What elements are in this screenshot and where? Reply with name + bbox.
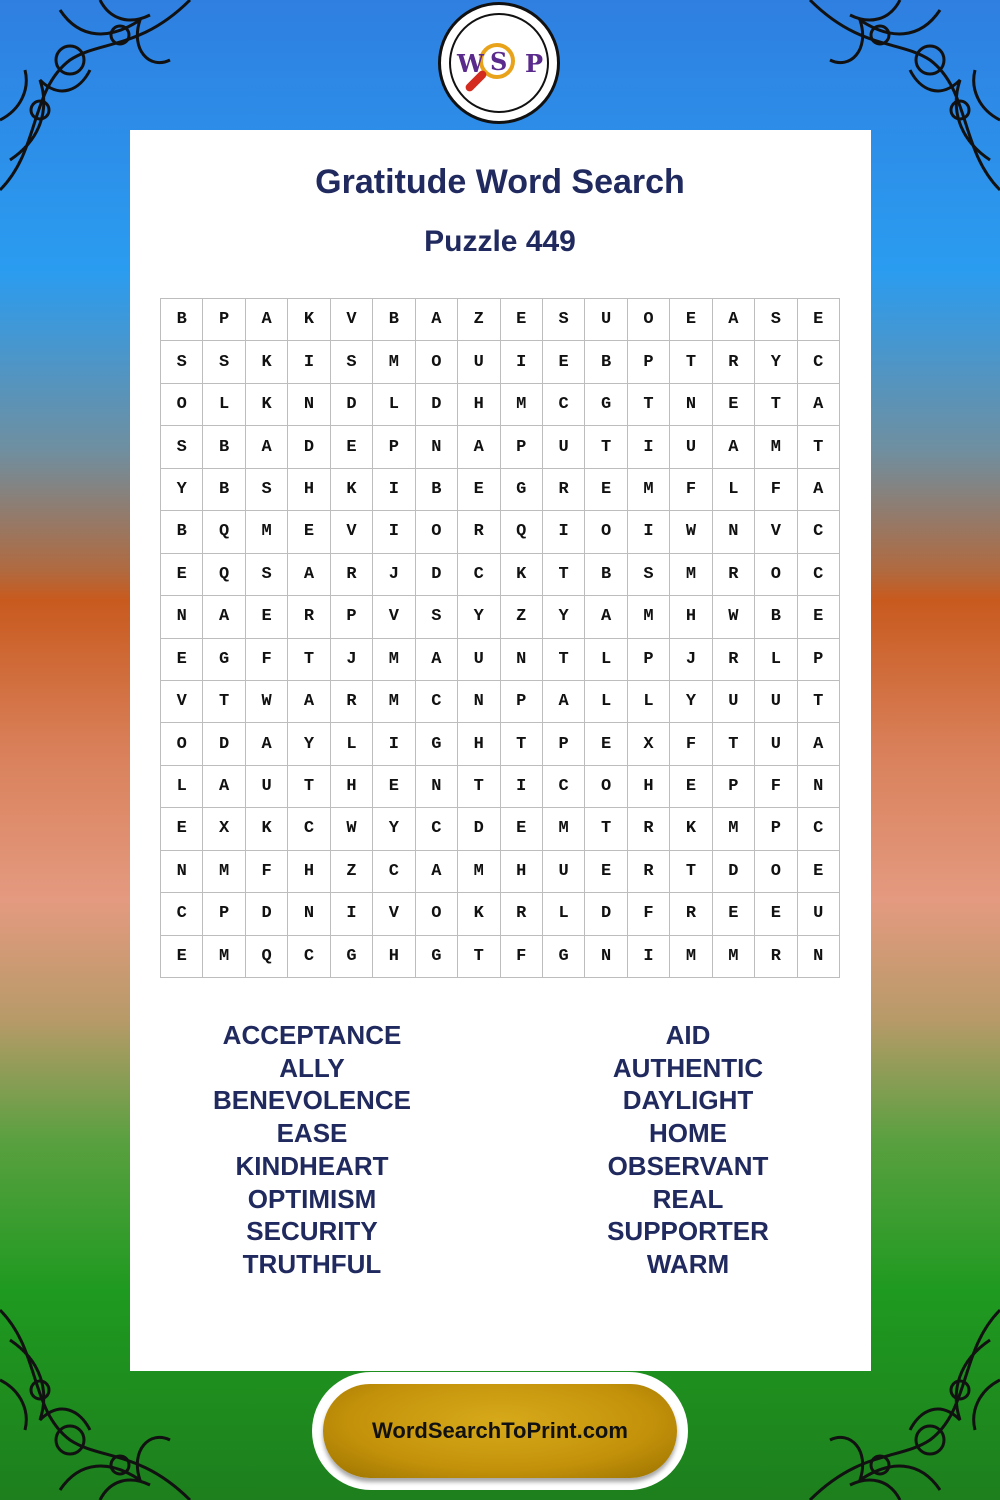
word-list-item: AID (665, 1020, 711, 1050)
grid-cell[interactable]: L (373, 384, 415, 426)
grid-cell[interactable]: O (755, 554, 797, 596)
grid-cell[interactable]: D (288, 426, 330, 468)
grid-cell[interactable]: E (585, 469, 627, 511)
grid-cell[interactable]: H (331, 766, 373, 808)
word-list-item: TRUTHFUL (242, 1248, 382, 1279)
grid-cell[interactable]: A (798, 469, 840, 511)
grid-cell[interactable]: V (373, 893, 415, 935)
grid-cell[interactable]: P (373, 426, 415, 468)
grid-cell[interactable]: T (798, 681, 840, 723)
grid-cell[interactable]: P (203, 299, 245, 341)
grid-cell[interactable]: F (755, 766, 797, 808)
grid-cell[interactable]: B (755, 596, 797, 638)
grid-cell[interactable]: Y (373, 808, 415, 850)
grid-cell[interactable]: A (416, 851, 458, 893)
word-list-item: ALLY (279, 1052, 345, 1083)
grid-cell[interactable]: I (628, 511, 670, 553)
grid-cell[interactable]: U (458, 341, 500, 383)
grid-cell[interactable]: E (458, 469, 500, 511)
grid-cell[interactable]: I (501, 341, 543, 383)
grid-cell[interactable]: A (416, 299, 458, 341)
grid-cell[interactable]: O (755, 851, 797, 893)
grid-cell[interactable]: U (246, 766, 288, 808)
grid-cell[interactable]: Q (203, 554, 245, 596)
grid-cell[interactable]: P (713, 766, 755, 808)
grid-cell[interactable]: G (585, 384, 627, 426)
grid-cell[interactable]: E (713, 384, 755, 426)
grid-cell[interactable]: M (670, 554, 712, 596)
grid-cell[interactable]: T (713, 723, 755, 765)
word-list-item: AUTHENTIC (612, 1052, 764, 1083)
grid-cell[interactable]: E (331, 426, 373, 468)
grid-cell[interactable]: P (203, 893, 245, 935)
grid-cell[interactable]: I (331, 893, 373, 935)
grid-cell[interactable]: H (501, 851, 543, 893)
grid-cell[interactable]: P (798, 639, 840, 681)
grid-cell[interactable]: O (416, 341, 458, 383)
grid-cell[interactable]: N (288, 893, 330, 935)
grid-cell[interactable]: N (501, 639, 543, 681)
grid-cell[interactable]: M (373, 341, 415, 383)
grid-cell[interactable]: A (288, 554, 330, 596)
grid-cell[interactable]: I (373, 469, 415, 511)
grid-cell[interactable]: S (628, 554, 670, 596)
grid-cell[interactable]: N (416, 426, 458, 468)
grid-cell[interactable]: E (798, 596, 840, 638)
word-list-item: BENEVOLENCE (213, 1085, 411, 1116)
grid-cell[interactable]: H (373, 936, 415, 978)
grid-cell[interactable]: C (373, 851, 415, 893)
grid-cell[interactable]: R (331, 554, 373, 596)
grid-cell[interactable]: J (670, 639, 712, 681)
grid-cell[interactable]: K (458, 893, 500, 935)
grid-cell[interactable]: A (713, 299, 755, 341)
word-list-item: HOME (649, 1118, 727, 1149)
grid-cell[interactable]: L (161, 766, 203, 808)
grid-cell[interactable]: E (798, 299, 840, 341)
grid-cell[interactable]: F (246, 851, 288, 893)
grid-cell[interactable]: T (458, 766, 500, 808)
grid-cell[interactable]: E (755, 893, 797, 935)
grid-cell[interactable]: M (373, 681, 415, 723)
word-list-left (162, 1019, 462, 1281)
grid-cell[interactable]: D (458, 808, 500, 850)
grid-cell[interactable]: A (246, 723, 288, 765)
grid-cell[interactable]: R (713, 341, 755, 383)
grid-cell[interactable]: R (458, 511, 500, 553)
grid-cell[interactable]: B (416, 469, 458, 511)
grid-cell[interactable]: E (670, 766, 712, 808)
grid-cell[interactable]: T (203, 681, 245, 723)
grid-cell[interactable]: S (161, 341, 203, 383)
grid-cell[interactable]: A (203, 766, 245, 808)
grid-cell[interactable]: L (203, 384, 245, 426)
grid-cell[interactable]: F (501, 936, 543, 978)
grid-cell[interactable]: V (161, 681, 203, 723)
grid-cell[interactable]: T (501, 723, 543, 765)
grid-cell[interactable]: F (670, 723, 712, 765)
grid-cell[interactable]: Y (755, 341, 797, 383)
grid-cell[interactable]: K (501, 554, 543, 596)
grid-cell[interactable]: Z (501, 596, 543, 638)
grid-cell[interactable]: S (416, 596, 458, 638)
grid-cell[interactable]: P (501, 426, 543, 468)
grid-cell[interactable]: U (713, 681, 755, 723)
grid-cell[interactable]: H (628, 766, 670, 808)
grid-cell[interactable]: S (246, 469, 288, 511)
grid-cell[interactable]: G (203, 639, 245, 681)
grid-cell[interactable]: K (331, 469, 373, 511)
grid-cell[interactable]: R (501, 893, 543, 935)
grid-cell[interactable]: B (161, 511, 203, 553)
grid-cell[interactable]: E (713, 893, 755, 935)
grid-cell[interactable]: T (585, 808, 627, 850)
grid-cell[interactable]: I (373, 723, 415, 765)
grid-cell[interactable]: L (585, 681, 627, 723)
grid-cell[interactable]: L (628, 681, 670, 723)
grid-cell[interactable]: D (713, 851, 755, 893)
grid-cell[interactable]: A (416, 639, 458, 681)
grid-cell[interactable]: T (585, 426, 627, 468)
grid-cell[interactable]: M (501, 384, 543, 426)
grid-cell[interactable]: B (585, 554, 627, 596)
grid-cell[interactable]: P (501, 681, 543, 723)
grid-cell[interactable]: C (798, 554, 840, 596)
grid-cell[interactable]: S (331, 341, 373, 383)
grid-cell[interactable]: Y (288, 723, 330, 765)
grid-cell[interactable]: S (755, 299, 797, 341)
grid-cell[interactable]: R (755, 936, 797, 978)
grid-cell[interactable]: U (543, 426, 585, 468)
word-list-item: DAYLIGHT (622, 1085, 754, 1116)
grid-cell[interactable]: V (373, 596, 415, 638)
grid-cell[interactable]: O (161, 384, 203, 426)
word-list-item: WARM (646, 1248, 730, 1279)
grid-cell[interactable]: A (585, 596, 627, 638)
word-list-item: OBSERVANT (607, 1150, 769, 1181)
grid-cell[interactable]: E (161, 936, 203, 978)
grid-cell[interactable]: C (288, 808, 330, 850)
grid-cell[interactable]: A (798, 384, 840, 426)
grid-cell[interactable]: E (161, 639, 203, 681)
grid-cell[interactable]: O (161, 723, 203, 765)
grid-cell[interactable]: E (798, 851, 840, 893)
grid-cell[interactable]: K (246, 341, 288, 383)
grid-cell[interactable]: X (203, 808, 245, 850)
site-logo[interactable] (438, 2, 560, 124)
grid-cell[interactable]: C (798, 511, 840, 553)
grid-cell[interactable]: K (246, 808, 288, 850)
grid-cell[interactable]: O (585, 511, 627, 553)
grid-cell[interactable]: P (628, 341, 670, 383)
grid-cell[interactable]: P (331, 596, 373, 638)
grid-cell[interactable]: M (713, 808, 755, 850)
grid-cell[interactable]: N (798, 936, 840, 978)
grid-cell[interactable]: F (755, 469, 797, 511)
grid-cell[interactable]: T (628, 384, 670, 426)
grid-cell[interactable]: N (161, 596, 203, 638)
grid-cell[interactable]: Z (331, 851, 373, 893)
letter-grid (160, 298, 840, 978)
grid-cell[interactable]: D (585, 893, 627, 935)
grid-cell[interactable]: I (288, 341, 330, 383)
grid-cell[interactable]: O (628, 299, 670, 341)
grid-cell[interactable]: U (755, 723, 797, 765)
grid-cell[interactable]: S (543, 299, 585, 341)
grid-cell[interactable]: H (288, 851, 330, 893)
grid-cell[interactable]: B (203, 426, 245, 468)
grid-cell[interactable]: N (416, 766, 458, 808)
grid-cell[interactable]: I (628, 426, 670, 468)
grid-cell[interactable]: V (331, 511, 373, 553)
grid-cell[interactable]: C (798, 808, 840, 850)
grid-cell[interactable]: A (203, 596, 245, 638)
grid-cell[interactable]: U (458, 639, 500, 681)
grid-cell[interactable]: A (713, 426, 755, 468)
grid-cell[interactable]: G (543, 936, 585, 978)
grid-cell[interactable]: C (798, 341, 840, 383)
grid-cell[interactable]: G (416, 936, 458, 978)
word-list-item: EASE (276, 1118, 348, 1149)
grid-cell[interactable]: E (373, 766, 415, 808)
grid-cell[interactable]: C (543, 766, 585, 808)
grid-cell[interactable]: C (288, 936, 330, 978)
grid-cell[interactable]: S (161, 426, 203, 468)
grid-cell[interactable]: E (670, 299, 712, 341)
grid-cell[interactable]: D (246, 893, 288, 935)
grid-cell[interactable]: C (543, 384, 585, 426)
grid-cell[interactable]: R (713, 554, 755, 596)
grid-cell[interactable]: M (628, 596, 670, 638)
grid-cell[interactable]: J (331, 639, 373, 681)
grid-cell[interactable]: K (246, 384, 288, 426)
puzzle-number: Puzzle 449 (424, 225, 576, 258)
grid-cell[interactable]: M (458, 851, 500, 893)
grid-cell[interactable]: N (713, 511, 755, 553)
grid-cell[interactable]: I (373, 511, 415, 553)
grid-cell[interactable]: Y (670, 681, 712, 723)
word-list-item: OPTIMISM (247, 1183, 377, 1214)
grid-cell[interactable]: D (416, 384, 458, 426)
grid-cell[interactable]: U (798, 893, 840, 935)
grid-cell[interactable]: R (543, 469, 585, 511)
grid-cell[interactable]: E (246, 596, 288, 638)
word-list-item: ACCEPTANCE (222, 1020, 402, 1050)
grid-cell[interactable]: A (458, 426, 500, 468)
grid-cell[interactable]: T (288, 639, 330, 681)
site-link-button[interactable]: WordSearchToPrint.com (323, 1384, 677, 1478)
grid-cell[interactable]: W (670, 511, 712, 553)
grid-cell[interactable]: A (246, 299, 288, 341)
grid-cell[interactable]: E (501, 299, 543, 341)
grid-cell[interactable]: E (585, 851, 627, 893)
grid-cell[interactable]: B (373, 299, 415, 341)
grid-cell[interactable]: K (670, 808, 712, 850)
grid-cell[interactable]: M (670, 936, 712, 978)
grid-cell[interactable]: F (670, 469, 712, 511)
word-list-item: SECURITY (246, 1216, 378, 1247)
grid-cell[interactable]: R (288, 596, 330, 638)
grid-cell[interactable]: Q (501, 511, 543, 553)
grid-cell[interactable]: E (585, 723, 627, 765)
grid-cell[interactable]: E (543, 341, 585, 383)
grid-cell[interactable]: S (203, 341, 245, 383)
grid-cell[interactable]: M (203, 936, 245, 978)
grid-cell[interactable]: A (798, 723, 840, 765)
grid-cell[interactable]: L (331, 723, 373, 765)
grid-cell[interactable]: E (161, 808, 203, 850)
grid-cell[interactable]: F (246, 639, 288, 681)
grid-cell[interactable]: X (628, 723, 670, 765)
grid-cell[interactable]: L (543, 893, 585, 935)
grid-cell[interactable]: M (373, 639, 415, 681)
grid-cell[interactable]: T (798, 426, 840, 468)
grid-cell[interactable]: H (670, 596, 712, 638)
grid-cell[interactable]: T (458, 936, 500, 978)
grid-cell[interactable]: T (543, 554, 585, 596)
grid-cell[interactable]: G (331, 936, 373, 978)
grid-cell[interactable]: M (203, 851, 245, 893)
grid-cell[interactable]: W (331, 808, 373, 850)
grid-cell[interactable]: R (670, 893, 712, 935)
grid-cell[interactable]: U (543, 851, 585, 893)
grid-cell[interactable]: I (628, 936, 670, 978)
grid-cell[interactable]: R (628, 851, 670, 893)
word-list-item: KINDHEART (235, 1150, 389, 1181)
grid-cell[interactable]: Y (543, 596, 585, 638)
grid-cell[interactable]: L (755, 639, 797, 681)
grid-cell[interactable]: H (288, 469, 330, 511)
grid-cell[interactable]: T (755, 384, 797, 426)
grid-cell[interactable]: E (161, 554, 203, 596)
grid-cell[interactable]: Y (458, 596, 500, 638)
grid-cell[interactable]: E (288, 511, 330, 553)
grid-cell[interactable]: S (246, 554, 288, 596)
grid-cell[interactable]: T (288, 766, 330, 808)
grid-cell[interactable]: O (416, 893, 458, 935)
grid-cell[interactable]: A (246, 426, 288, 468)
grid-cell[interactable]: C (161, 893, 203, 935)
grid-cell[interactable]: P (628, 639, 670, 681)
grid-cell[interactable]: U (585, 299, 627, 341)
grid-cell[interactable]: Y (161, 469, 203, 511)
grid-cell[interactable]: F (628, 893, 670, 935)
grid-cell[interactable]: M (628, 469, 670, 511)
grid-cell[interactable]: T (670, 851, 712, 893)
grid-cell[interactable]: L (713, 469, 755, 511)
grid-cell[interactable]: O (416, 511, 458, 553)
grid-cell[interactable]: V (755, 511, 797, 553)
grid-cell[interactable]: N (288, 384, 330, 426)
grid-cell[interactable]: G (416, 723, 458, 765)
grid-cell[interactable]: E (501, 808, 543, 850)
grid-cell[interactable]: O (585, 766, 627, 808)
grid-cell[interactable]: R (331, 681, 373, 723)
grid-cell[interactable]: T (543, 639, 585, 681)
grid-cell[interactable]: W (246, 681, 288, 723)
grid-cell[interactable]: P (755, 808, 797, 850)
logo-letter-s: S (490, 47, 508, 76)
grid-cell[interactable]: M (246, 511, 288, 553)
grid-cell[interactable]: A (543, 681, 585, 723)
word-list-item: REAL (652, 1183, 724, 1214)
grid-cell[interactable]: J (373, 554, 415, 596)
word-list-item: SUPPORTER (607, 1216, 769, 1247)
grid-cell[interactable]: H (458, 723, 500, 765)
grid-cell[interactable]: V (331, 299, 373, 341)
grid-cell[interactable]: N (585, 936, 627, 978)
grid-cell[interactable]: M (713, 936, 755, 978)
grid-cell[interactable]: P (543, 723, 585, 765)
grid-cell[interactable]: U (755, 681, 797, 723)
grid-cell[interactable]: D (203, 723, 245, 765)
grid-cell[interactable]: N (458, 681, 500, 723)
grid-cell[interactable]: D (331, 384, 373, 426)
grid-cell[interactable]: B (161, 299, 203, 341)
grid-cell[interactable]: G (501, 469, 543, 511)
grid-cell[interactable]: C (416, 681, 458, 723)
grid-cell[interactable]: U (670, 426, 712, 468)
grid-cell[interactable]: Q (203, 511, 245, 553)
grid-cell[interactable]: W (713, 596, 755, 638)
word-list-right (538, 1019, 838, 1281)
grid-cell[interactable]: M (755, 426, 797, 468)
grid-cell[interactable]: N (161, 851, 203, 893)
grid-cell[interactable]: K (288, 299, 330, 341)
grid-cell[interactable]: M (543, 808, 585, 850)
grid-cell[interactable]: B (203, 469, 245, 511)
grid-cell[interactable]: T (670, 341, 712, 383)
grid-cell[interactable]: Q (246, 936, 288, 978)
grid-cell[interactable]: C (458, 554, 500, 596)
logo-letter-w: W (457, 49, 484, 78)
page-title: Gratitude Word Search (315, 163, 685, 201)
grid-cell[interactable]: Z (458, 299, 500, 341)
grid-cell[interactable]: N (670, 384, 712, 426)
grid-cell[interactable]: N (798, 766, 840, 808)
grid-cell[interactable]: R (713, 639, 755, 681)
grid-cell[interactable]: C (416, 808, 458, 850)
grid-cell[interactable]: A (288, 681, 330, 723)
grid-cell[interactable]: I (543, 511, 585, 553)
grid-cell[interactable]: L (585, 639, 627, 681)
grid-cell[interactable]: R (628, 808, 670, 850)
grid-cell[interactable]: D (416, 554, 458, 596)
grid-cell[interactable]: B (585, 341, 627, 383)
grid-cell[interactable]: I (501, 766, 543, 808)
logo-letter-p: P (525, 49, 544, 78)
grid-cell[interactable]: H (458, 384, 500, 426)
